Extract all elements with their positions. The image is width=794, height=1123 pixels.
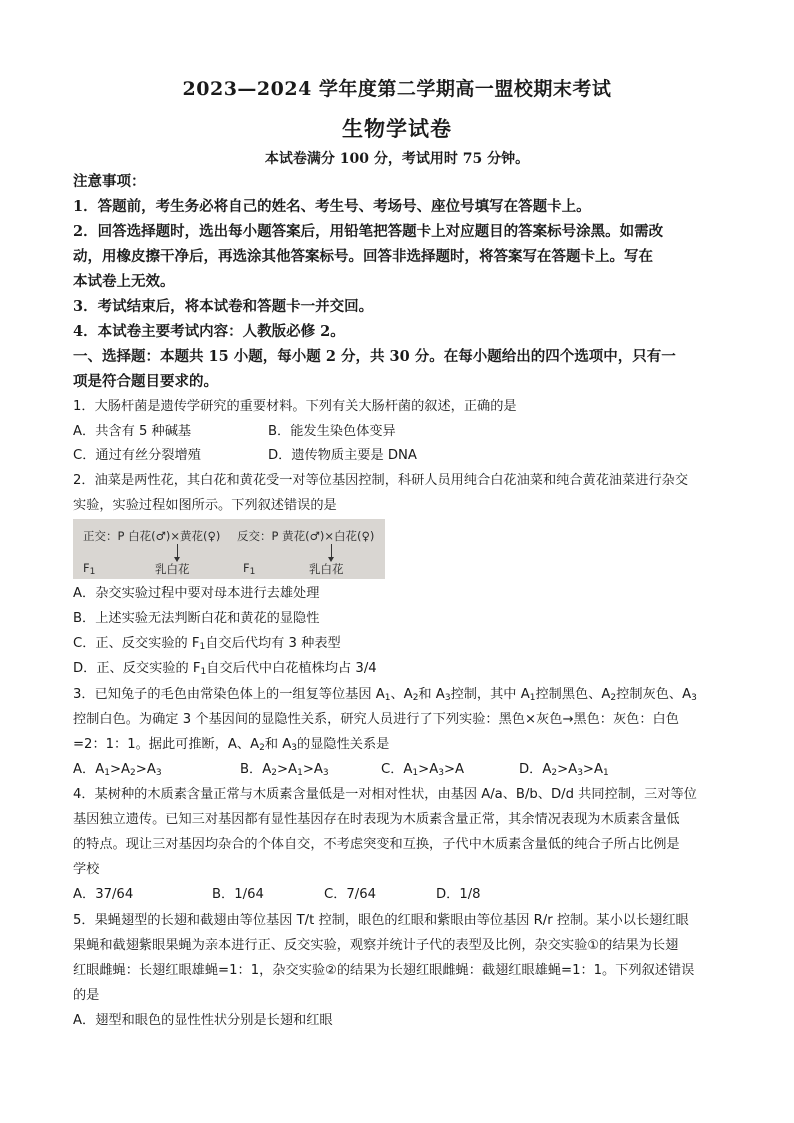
cross-diagram [73,519,385,579]
q1-option-d: D．遗传物质主要是 DNA [268,448,417,463]
q2-option-c: C．正、反交实验的 F1自交后代均有 3 种表型 [73,636,341,652]
q4-option-a: A．37/64 [73,887,134,902]
q3-stem: 3．已知兔子的毛色由常染色体上的一组复等位基因 A1、A2和 A3控制，其中 A1控制黑色、A2控制灰色、A3 [73,687,697,703]
q4-option-c: C．7/64 [324,887,377,902]
q5-stem-cont-2: 红眼雌蝇：长翅红眼雄蝇=1：1，杂交实验②的结果为长翅红眼雌蝇：截翅红眼雄蝇=1：1。下列叙述错误 [73,963,695,978]
q3-stem-end: =2：1：1。据此可推断，A、A2和 A3的显隐性关系是 [73,737,390,753]
q3-option-c: C．A1>A3>A [381,762,465,778]
q1-option-a: A．共含有 5 种碱基 [73,424,192,439]
reciprocal-cross-a: 正交：P 白花(♂)×黄花(♀) [83,529,221,543]
notice-item-3: 3．考试结束后，将本试卷和答题卡一并交回。 [73,298,374,315]
notice-item-2: 2．回答选择题时，选出每小题答案后，用铅笔把答题卡上对应题目的答案标号涂黑。如需改 [73,223,664,240]
q2-stem: 2．油菜是两性花，其白花和黄花受一对等位基因控制，科研人员用纯合白花油菜和纯合黄花油菜进行杂交 [73,473,689,488]
notice-item-2-end: 本试卷上无效。 [73,273,175,290]
notice-heading: 注意事项： [73,173,146,190]
q3-option-d: D．A2>A3>A1 [519,762,609,778]
q1-option-c: C．通过有丝分裂增殖 [73,448,201,463]
section-heading-cont: 项是符合题目要求的。 [73,373,218,390]
q4-stem-cont-1: 基因独立遗传。已知三对基因都有显性基因存在时表现为木质素含量正常，其余情况表现为木质素含量低 [73,812,680,827]
notice-item-2-cont: 动，用橡皮擦干净后，再选涂其他答案标号。回答非选择题时，将答案写在答题卡上。写在 [73,248,653,265]
q5-stem: 5．果蝇翅型的长翅和截翅由等位基因 T/t 控制，眼色的红眼和紫眼由等位基因 R/r 控制。某小以长翅红眼 [73,913,689,928]
q2-stem-cont: 实验，实验过程如图所示。下列叙述错误的是 [73,498,337,513]
q4-stem-end: 学校 [73,862,100,877]
q4-option-d: D．1/8 [436,887,481,902]
q1-stem: 1．大肠杆菌是遗传学研究的重要材料。下列有关大肠杆菌的叙述，正确的是 [73,399,517,414]
exam-subject: 生物学试卷 [342,116,452,141]
q5-stem-cont-1: 果蝇和截翅紫眼果蝇为亲本进行正、反交实验，观察并统计子代的表型及比例，杂交实验①的结果为长翅 [73,938,679,953]
q1-option-b: B．能发生染色体变异 [268,424,396,439]
q2-option-d: D．正、反交实验的 F1自交后代中白花植株均占 3/4 [73,661,377,677]
exam-info: 本试卷满分 100 分，考试用时 75 分钟。 [264,151,530,167]
arrow-right [331,544,332,558]
q4-stem-cont-2: 的特点。现让三对基因均杂合的个体自交，不考虑突变和互换，子代中木质素含量低的纯合子所占比例是 [73,837,680,852]
reciprocal-cross-b: 反交：P 黄花(♂)×白花(♀) [237,529,375,543]
q2-option-a: A．杂交实验过程中要对母本进行去雄处理 [73,586,320,601]
f1-label-left: F1 [83,561,96,577]
notice-item-4: 4．本试卷主要考试内容：人教版必修 2。 [73,323,345,340]
q4-stem: 4．某树种的木质素含量正常与木质素含量低是一对相对性状，由基因 A/a、B/b、D/d 共同控制，三对等位 [73,787,697,802]
q4-option-b: B．1/64 [212,887,264,902]
q3-option-a: A．A1>A2>A3 [73,762,162,778]
q2-option-b: B．上述实验无法判断白花和黄花的显隐性 [73,611,320,626]
arrow-left [177,544,178,558]
section-heading: 一、选择题：本题共 15 小题，每小题 2 分，共 30 分。在每小题给出的四个选项中，只有一 [73,348,676,365]
q3-stem-cont: 控制白色。为确定 3 个基因间的显隐性关系，研究人员进行了下列实验：黑色×灰色→黑色：灰色：白色 [73,712,679,727]
q5-option-a: A．翅型和眼色的显性性状分别是长翅和红眼 [73,1013,333,1028]
q3-option-b: B．A2>A1>A3 [240,762,329,778]
q5-stem-end: 的是 [73,988,100,1003]
exam-title: 2023—2024 学年度第二学期高一盟校期末考试 [182,78,612,100]
notice-item-1: 1．答题前，考生务必将自己的姓名、考生号、考场号、座位号填写在答题卡上。 [73,198,591,215]
f1-result-left: 乳白花 [155,562,190,576]
f1-result-right: 乳白花 [309,562,344,576]
f1-label-right: F1 [243,561,256,577]
